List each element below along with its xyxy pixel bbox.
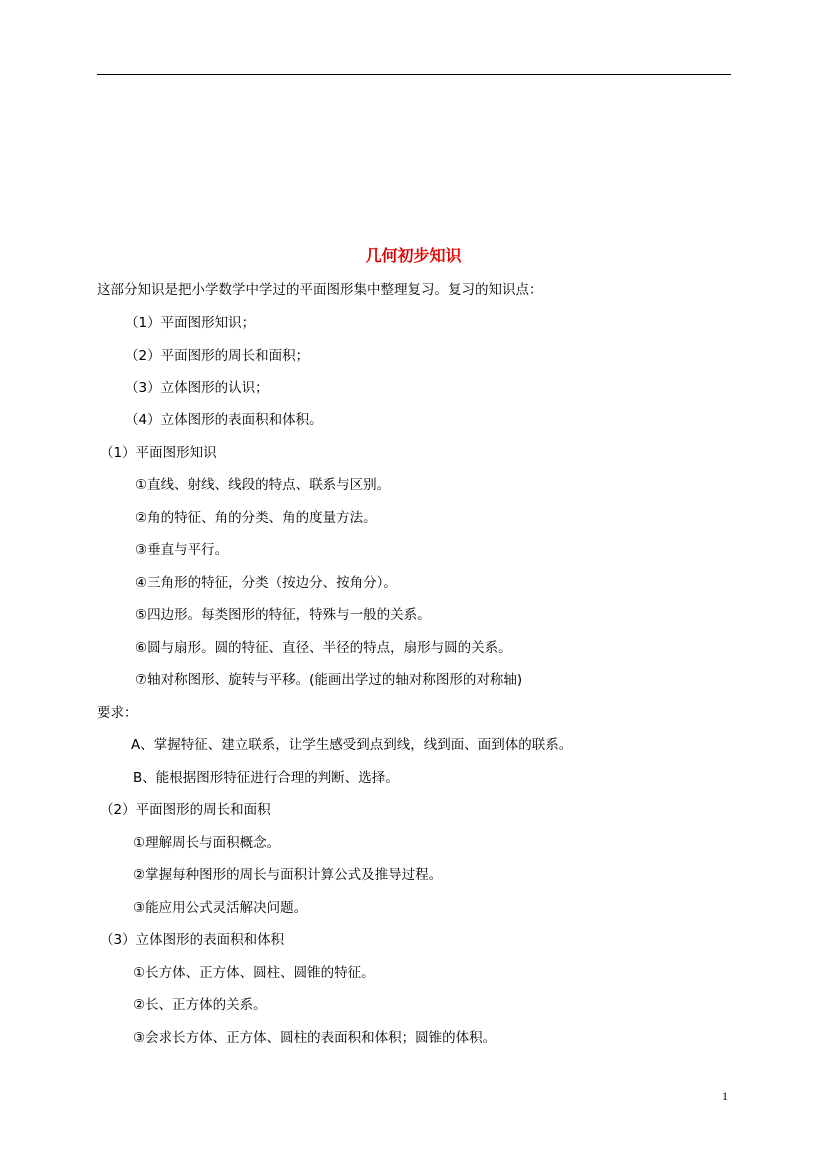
section1-item-7: ⑦轴对称图形、旋转与平移。(能画出学过的轴对称图形的对称轴) [135, 672, 523, 688]
section2-item-3: ③能应用公式灵活解决问题。 [133, 900, 308, 916]
section1-item-2: ②角的特征、角的分类、角的度量方法。 [135, 510, 377, 526]
section2-item-2: ②掌握每种图形的周长与面积计算公式及推导过程。 [133, 867, 443, 883]
page-number: 1 [722, 1089, 728, 1103]
header-rule [97, 74, 731, 75]
section3-item-1: ①长方体、正方体、圆柱、圆锥的特征。 [133, 965, 375, 981]
section1-item-3: ③垂直与平行。 [135, 542, 229, 558]
section1-item-1: ①直线、射线、线段的特点、联系与区别。 [135, 477, 391, 493]
requirement-a: A、掌握特征、建立联系，让学生感受到点到线，线到面、面到体的联系。 [131, 737, 573, 753]
review-point-4: （4）立体图形的表面积和体积。 [125, 412, 323, 428]
requirement-b: B、能根据图形特征进行合理的判断、选择。 [133, 770, 399, 786]
review-point-3: （3）立体图形的认识； [125, 380, 269, 396]
section3-item-3: ③会求长方体、正方体、圆柱的表面积和体积；圆锥的体积。 [133, 1030, 497, 1046]
section1-heading: （1）平面图形知识 [100, 445, 217, 461]
section1-item-5: ⑤四边形。每类图形的特征，特殊与一般的关系。 [135, 607, 431, 623]
intro-paragraph: 这部分知识是把小学数学中学过的平面图形集中整理复习。复习的知识点： [97, 282, 543, 298]
section2-heading: （2）平面图形的周长和面积 [100, 802, 271, 818]
section1-item-6: ⑥圆与扇形。圆的特征、直径、半径的特点，扇形与圆的关系。 [135, 640, 512, 656]
document-title: 几何初步知识 [365, 246, 462, 265]
section3-item-2: ②长、正方体的关系。 [133, 997, 267, 1013]
section3-heading: （3）立体图形的表面积和体积 [100, 932, 285, 948]
requirements-heading: 要求： [97, 705, 138, 721]
review-point-2: （2）平面图形的周长和面积； [125, 348, 310, 364]
section1-item-4: ④三角形的特征，分类（按边分、按角分）。 [135, 575, 397, 591]
review-point-1: （1）平面图形知识； [125, 315, 256, 331]
section2-item-1: ①理解周长与面积概念。 [133, 835, 281, 851]
